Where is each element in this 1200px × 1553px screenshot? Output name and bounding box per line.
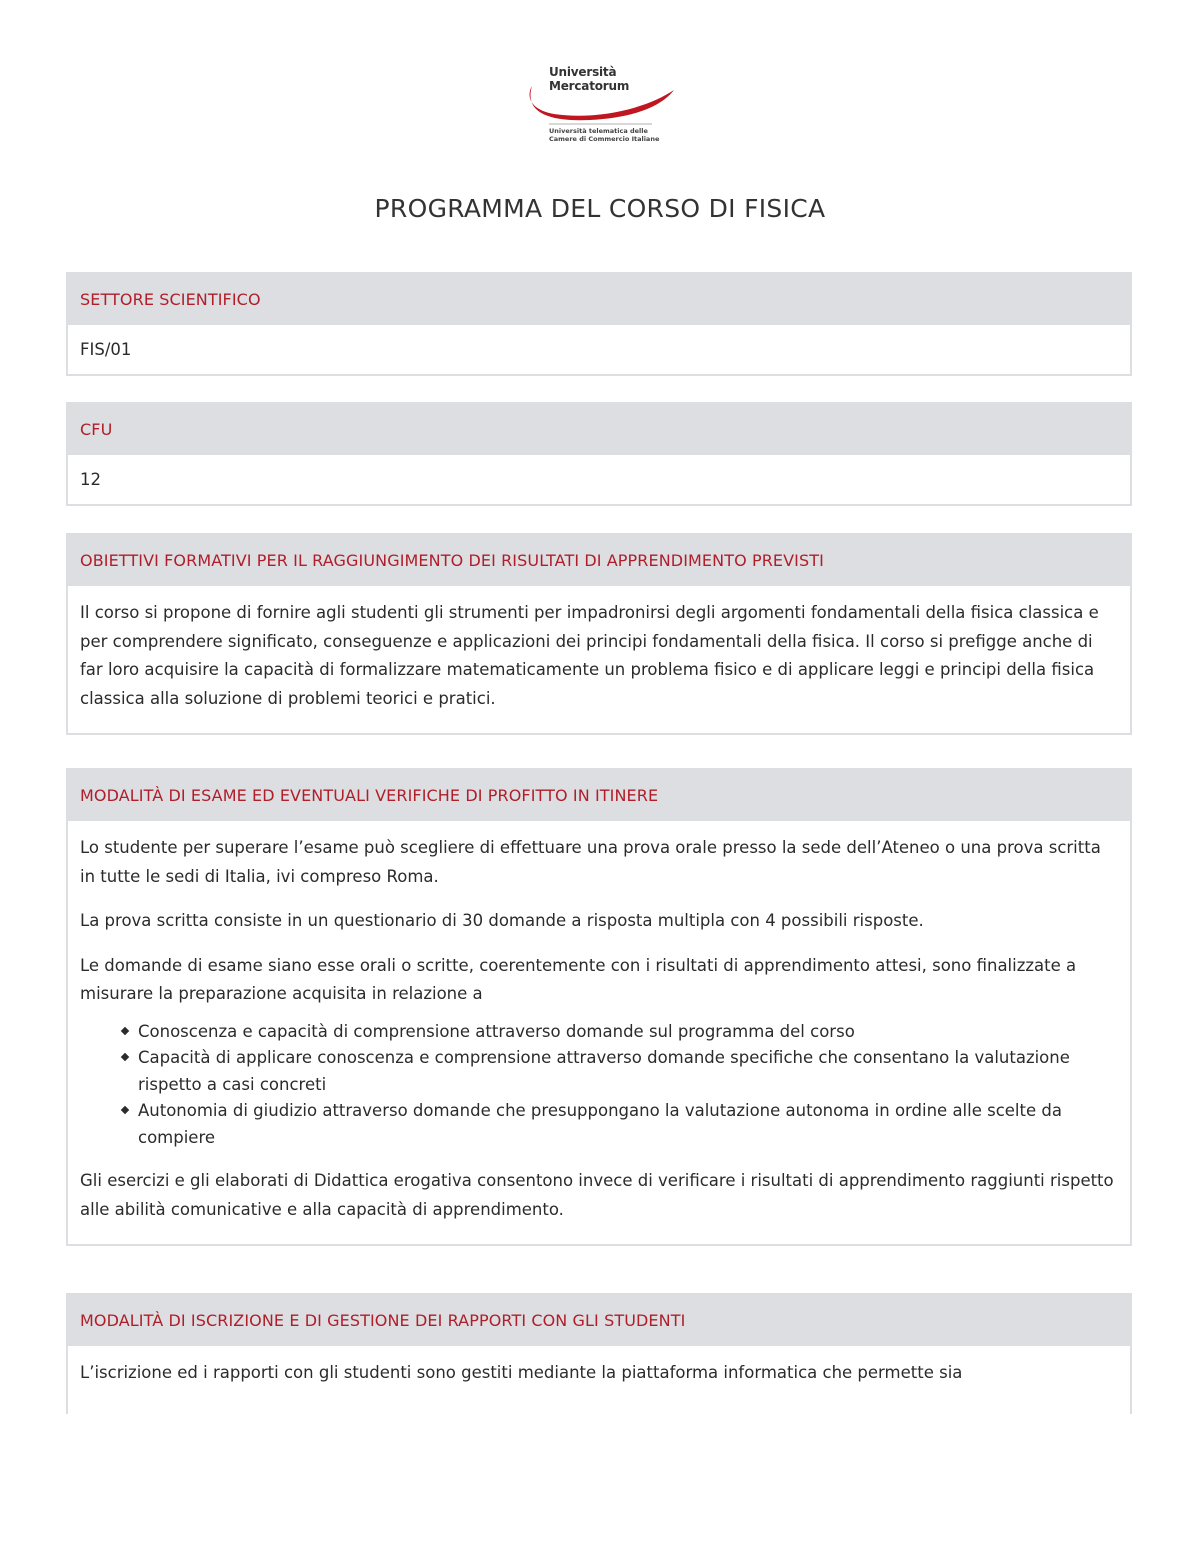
section-settore bbox=[66, 272, 1132, 376]
section-heading: MODALITÀ DI ISCRIZIONE E DI GESTIONE DEI RAPPORTI CON GLI STUDENTI bbox=[68, 1295, 1130, 1346]
section-heading: CFU bbox=[68, 404, 1130, 455]
logo-subtitle1: Università telematica delle bbox=[549, 127, 648, 135]
paragraph: La prova scritta consiste in un questionario di 30 domande a risposta multipla con 4 possibili risposte. bbox=[80, 911, 924, 930]
section-body: L’iscrizione ed i rapporti con gli studenti sono gestiti mediante la piattaforma informatica che permette sia bbox=[80, 1363, 963, 1382]
bullet-list bbox=[80, 1019, 1118, 1152]
section-body: 12 bbox=[80, 470, 101, 489]
logo-line1: Università bbox=[549, 65, 617, 79]
university-logo bbox=[524, 62, 679, 146]
paragraph: Lo studente per superare l’esame può scegliere di effettuare una prova orale presso la sede dell’Ateneo o una prova scritta in tutte le sedi di Italia, ivi compreso Roma. bbox=[80, 838, 1101, 886]
section-heading: OBIETTIVI FORMATIVI PER IL RAGGIUNGIMENTO DEI RISULTATI DI APPRENDIMENTO PREVISTI bbox=[68, 535, 1130, 586]
section-esame bbox=[66, 768, 1132, 1246]
paragraph: Le domande di esame siano esse orali o scritte, coerentemente con i risultati di apprendimento attesi, sono finalizzate a misurare la preparazione acquisita in relazione a bbox=[80, 955, 1077, 1003]
section-body: Il corso si propone di fornire agli studenti gli strumenti per impadronirsi degli argomenti fondamentali della fisica classica e per comprendere significato, conseguenze e applicazioni dei principi fondamentali della fisica. Il corso si prefigge anche di far loro acquisire la capacità di formalizzare matematicamente un problema fisico e di applicare leggi e principi della fisica classica alla soluzione di problemi teorici e pratici. bbox=[80, 603, 1099, 708]
list-item: Capacità di applicare conoscenza e comprensione attraverso domande specifiche che consentano la valutazione rispetto a casi concreti bbox=[138, 1045, 1118, 1098]
list-item: Conoscenza e capacità di comprensione attraverso domande sul programma del corso bbox=[138, 1019, 1118, 1046]
section-cfu bbox=[66, 402, 1132, 506]
logo-line2: Mercatorum bbox=[549, 79, 630, 93]
section-heading: MODALITÀ DI ESAME ED EVENTUALI VERIFICHE DI PROFITTO IN ITINERE bbox=[68, 770, 1130, 821]
section-iscrizione bbox=[66, 1293, 1132, 1414]
section-heading: SETTORE SCIENTIFICO bbox=[68, 274, 1130, 325]
page-title: PROGRAMMA DEL CORSO DI FISICA bbox=[374, 194, 826, 223]
section-body bbox=[68, 821, 1130, 1244]
list-item: Autonomia di giudizio attraverso domande che presuppongano la valutazione autonoma in ordine alle scelte da compiere bbox=[138, 1098, 1118, 1151]
section-body: FIS/01 bbox=[80, 340, 132, 359]
section-obiettivi bbox=[66, 533, 1132, 735]
paragraph: Gli esercizi e gli elaborati di Didattica erogativa consentono invece di verificare i risultati di apprendimento raggiunti rispetto alle abilità comunicative e alla capacità di apprendimento. bbox=[80, 1171, 1114, 1219]
logo-subtitle2: Camere di Commercio Italiane bbox=[549, 135, 660, 143]
